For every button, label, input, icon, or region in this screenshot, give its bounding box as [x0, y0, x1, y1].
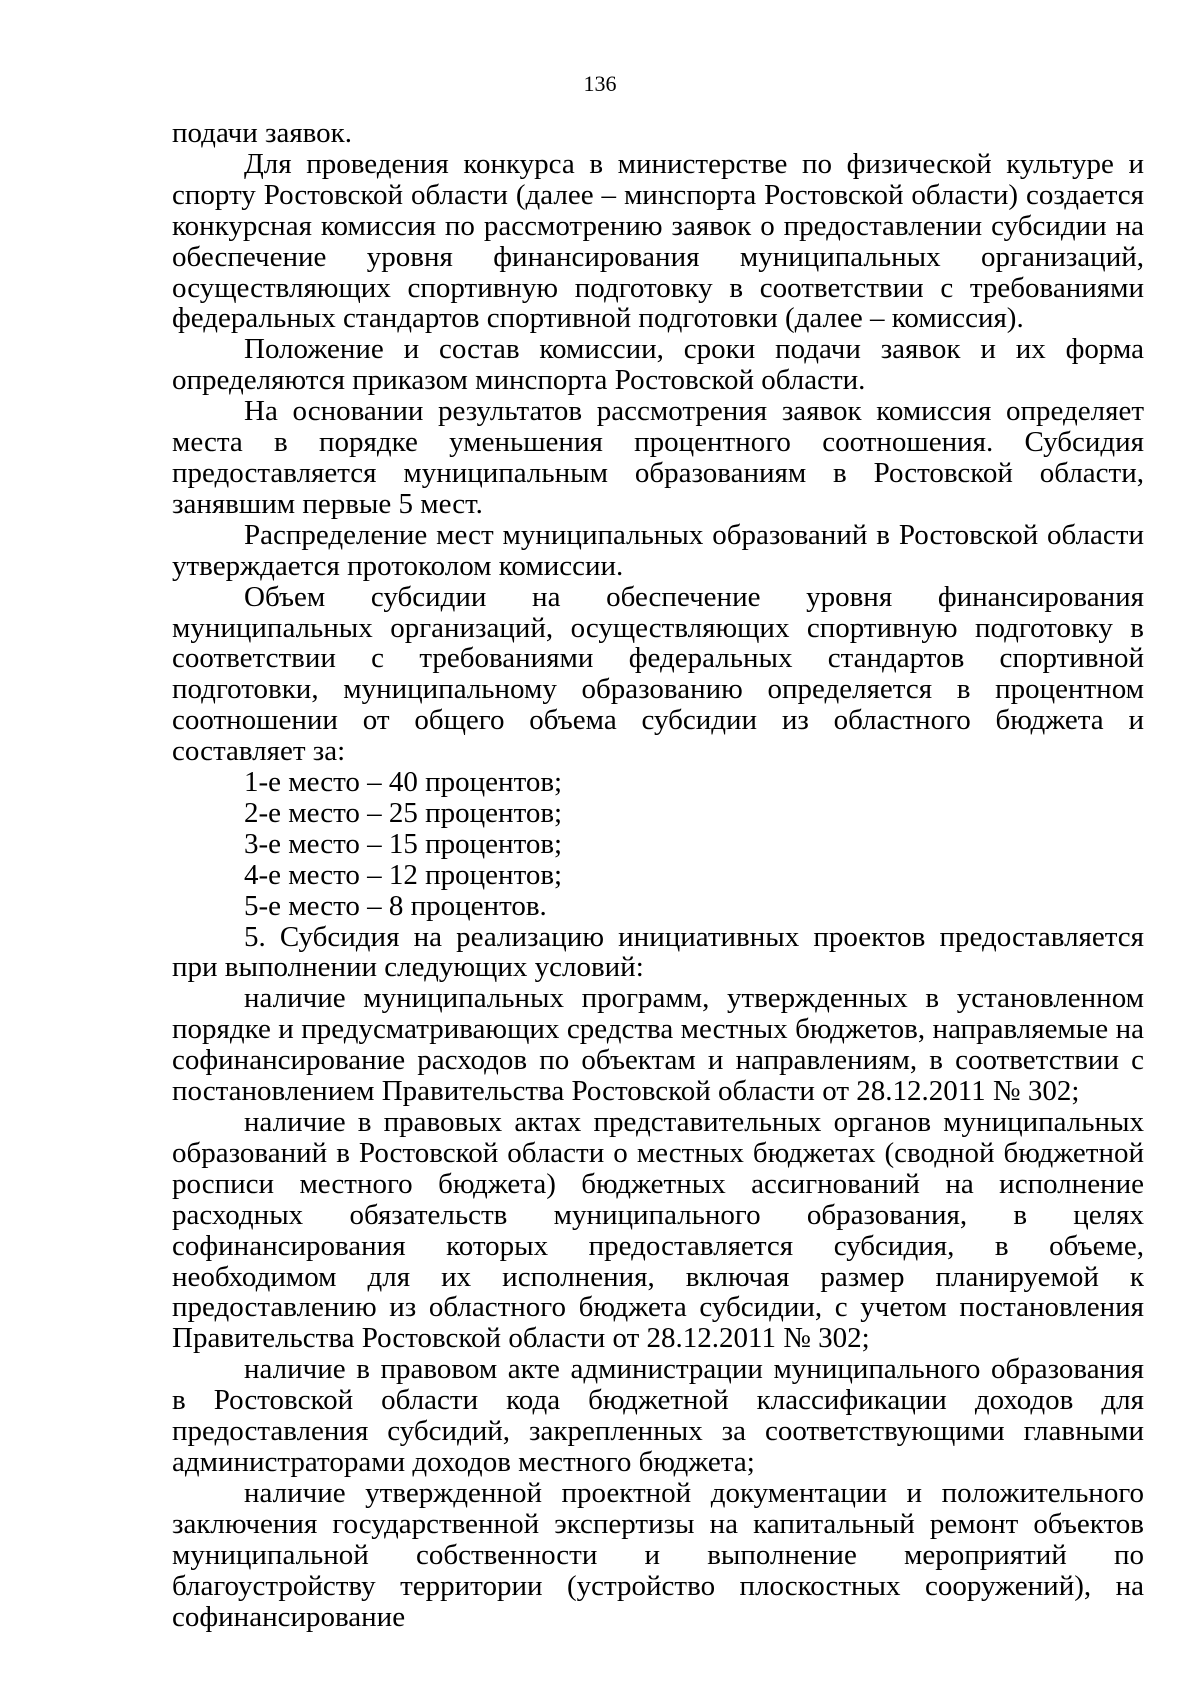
document-body	[172, 118, 1144, 1632]
list-item: 4-е место – 12 процентов;	[244, 858, 563, 891]
paragraph: Для проведения конкурса в министерстве по физической культуре и спорту Ростовской области (далее – минспорта Ростовской области) создается конкурсная комиссия по рассмотрению заявок о предоставлении субсидии на обеспечение уровня финансирования муниципальных организаций, осуществляющих спортивную подготовку в соответствии с требованиями федеральных стандартов спортивной подготовки (далее – комиссия).	[172, 147, 1144, 335]
list-item: 3-е место – 15 процентов;	[244, 827, 563, 860]
paragraph: На основании результатов рассмотрения заявок комиссия определяет места в порядке уменьшения процентного соотношения. Субсидия предоставляется муниципальным образованиям в Ростовской области, занявшим первые 5 мест.	[172, 395, 1144, 520]
paragraph: наличие утвержденной проектной документации и положительного заключения государственной экспертизы на капитальный ремонт объектов муниципальной собственности и выполнение мероприятий по благоустройству территории (устройство плоскостных сооружений), на софинансирование	[172, 1476, 1144, 1633]
paragraph: наличие в правовом акте администрации муниципального образования в Ростовской области кода бюджетной классификации доходов для предоставления субсидий, закрепленных за соответствующими главными администраторами доходов местного бюджета;	[172, 1353, 1144, 1478]
list-item: 2-е место – 25 процентов;	[244, 796, 563, 829]
paragraph: наличие муниципальных программ, утвержденных в установленном порядке и предусматривающих средства местных бюджетов, направляемые на софинансирование расходов по объектам и направлениям, в соответствии с постановлением Правительства Ростовской области от 28.12.2011 № 302;	[172, 982, 1144, 1108]
list-item: 5-е место – 8 процентов.	[244, 889, 547, 922]
paragraph: подачи заявок.	[172, 117, 353, 149]
paragraph: Объем субсидии на обеспечение уровня финансирования муниципальных организаций, осуществляющих спортивную подготовку в соответствии с требованиями федеральных стандартов спортивной подготовки, муниципальному образованию определяется в процентном соотношении от общего объема субсидии из областного бюджета и составляет за:	[172, 580, 1144, 768]
paragraph: 5. Субсидия на реализацию инициативных проектов предоставляется при выполнении следующих условий:	[172, 920, 1144, 984]
page-number: 136	[583, 71, 617, 96]
list-item: 1-е место – 40 процентов;	[244, 766, 563, 799]
paragraph: Положение и состав комиссии, сроки подачи заявок и их форма определяются приказом минспорта Ростовской области.	[172, 333, 1144, 397]
paragraph: Распределение мест муниципальных образований в Ростовской области утверждается протоколом комиссии.	[172, 518, 1144, 582]
paragraph: наличие в правовых актах представительных органов муниципальных образований в Ростовской области о местных бюджетах (сводной бюджетной росписи местного бюджета) бюджетных ассигнований на исполнение расходных обязательств муниципального образования, в целях софинансирования которых предоставляется субсидия, в объеме, необходимом для их исполнения, включая размер планируемой к предоставлению из областного бюджета субсидии, с учетом постановления Правительства Ростовской области от 28.12.2011 № 302;	[172, 1106, 1144, 1355]
